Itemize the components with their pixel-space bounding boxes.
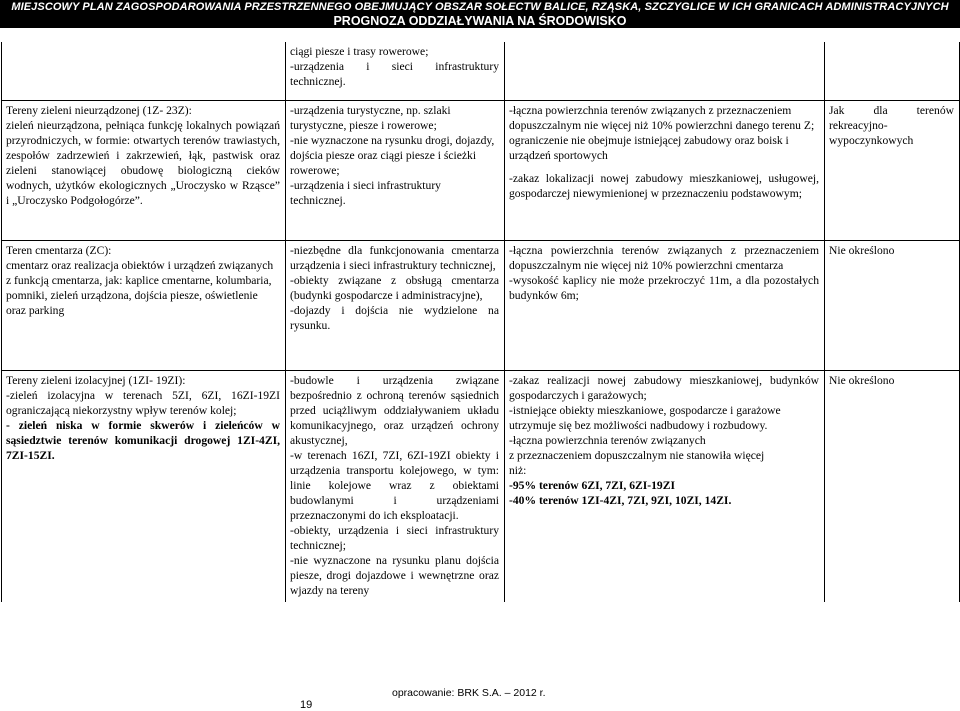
document-header: [0, 0, 960, 28]
table-cell: [505, 42, 825, 100]
table-row: [2, 240, 960, 370]
table-cell: [825, 240, 960, 370]
cell-text: -niezbędne dla funkcjonowania cmentarza urządzenia i sieci infrastruktury technicznej,: [290, 243, 499, 272]
cell-text: -zakaz realizacji nowej zabudowy mieszkaniowej, budynków gospodarczych i garażowych;: [509, 373, 819, 402]
cell-text: -łączna powierzchnia terenów związanych z przeznaczeniem dopuszczalnym nie więcej niż 10% powierzchni danego terenu Z; ograniczenie nie obejmuje istniejącej zabudowy oraz boisk i urządzeń sportowych: [509, 103, 815, 162]
cell-text: Nie określono: [829, 243, 895, 257]
table-row: [2, 100, 960, 240]
header-title: MIEJSCOWY PLAN ZAGOSPODAROWANIA PRZESTRZENNEGO OBEJMUJĄCY OBSZAR SOŁECTW BALICE, RZĄSKA, SZCZYGLICE W ICH GRANICACH ADMINISTRACYJNYCH: [11, 1, 949, 13]
cell-text: -dojazdy i dojścia nie wydzielone na rysunku.: [290, 303, 499, 332]
cell-text: -urządzenia i sieci infrastruktury technicznej.: [290, 178, 441, 207]
footer-credit: opracowanie: BRK S.A. – 2012 r.: [392, 687, 546, 699]
cell-text: -istniejące obiekty mieszkaniowe, gospodarcze i garażowe utrzymuje się bez możliwości nadbudowy i rozbudowy.: [509, 403, 781, 432]
table-cell: [825, 42, 960, 100]
cell-text: cmentarz oraz realizacja obiektów i urządzeń związanych z funkcją cmentarza, jak: kaplice cmentarne, kolumbaria, pomniki, zieleń urządzona, dojścia piesze, oświetlenie oraz parking: [6, 258, 274, 317]
cell-text: -40% terenów 1ZI-4ZI, 7ZI, 9ZI, 10ZI, 14ZI.: [509, 493, 732, 507]
table-cell: [2, 100, 286, 240]
cell-text: -obiekty związane z obsługą cmentarza (budynki gospodarcze i administracyjne),: [290, 273, 499, 302]
cell-text: z przeznaczeniem dopuszczalnym nie stanowiła więcej: [509, 448, 765, 462]
table-cell: [286, 100, 505, 240]
cell-text: -wysokość kaplicy nie może przekroczyć 11m, a dla pozostałych budynków 6m;: [509, 273, 819, 302]
table-cell: [2, 240, 286, 370]
table-row: [2, 42, 960, 100]
header-subtitle: PROGNOZA ODDZIAŁYWANIA NA ŚRODOWISKO: [333, 14, 627, 28]
cell-text: -zakaz lokalizacji nowej zabudowy mieszkaniowej, usługowej, gospodarczej niewymienionej w przeznaczeniu podstawowym;: [509, 171, 819, 200]
table-cell: [825, 100, 960, 240]
cell-text: zieleń nieurządzona, pełniąca funkcję lokalnych powiązań przyrodniczych, w formie: otwartych terenów trawiastych, zespołów zadrzewień i zakrzewień, łąk, pastwisk oraz zieleni stanowiącej obudowę biologiczną cieków wodnych, użytków ekologicznych „Uroczysko w Rząsce” i „Uroczysko Podgołogórze”.: [6, 118, 280, 207]
cell-text: -nie wyznaczone na rysunku drogi, dojazdy, dojścia piesze oraz ciągi piesze i ścieżki rowerowe;: [290, 133, 495, 177]
cell-text: -95% terenów 6ZI, 7ZI, 6ZI-19ZI: [509, 478, 675, 492]
cell-text: -zieleń izolacyjna w terenach 5ZI, 6ZI, 16ZI-19ZI ograniczającą niekorzystny wpływ terenów kolej;: [6, 388, 280, 417]
table-cell: [2, 42, 286, 100]
table-cell: [2, 370, 286, 602]
cell-text: -urządzenia i sieci infrastruktury technicznej.: [290, 60, 499, 88]
cell-heading: Teren cmentarza (ZC):: [6, 243, 112, 257]
cell-text: -w terenach 16ZI, 7ZI, 6ZI-19ZI obiekty i urządzenia transportu kolejowego, w tym: linie kolejowe wraz z obiektami budowlanymi i urządzeniami przeznaczonymi do ich eksploatacji.: [290, 448, 499, 522]
table-cell: [286, 370, 505, 602]
cell-text: -urządzenia turystyczne, np. szlaki turystyczne, piesze i rowerowe;: [290, 103, 451, 132]
cell-text: -obiekty, urządzenia i sieci infrastruktury technicznej;: [290, 523, 499, 552]
cell-text: -łączna powierzchnia terenów związanych z przeznaczeniem dopuszczalnym nie więcej niż 10% powierzchni cmentarza: [509, 243, 819, 272]
cell-text: -łączna powierzchnia terenów związanych: [509, 433, 706, 447]
table-cell: [825, 370, 960, 602]
cell-heading: Tereny zieleni izolacyjnej (1ZI- 19ZI):: [6, 373, 186, 387]
table-cell: [505, 240, 825, 370]
page-number: 19: [300, 699, 313, 711]
table-cell: [505, 100, 825, 240]
cell-text: -budowle i urządzenia związane bezpośrednio z ochroną terenów sąsiednich przed uciążliwym oddziaływaniem układu komunikacyjnego, oraz urządzeń ochrony akustycznej,: [290, 373, 499, 447]
table-row: [2, 370, 960, 602]
table-cell: [286, 240, 505, 370]
regulations-table: [1, 42, 960, 602]
cell-text: -nie wyznaczone na rysunku planu dojścia piesze, drogi dojazdowe i wewnętrzne oraz wjazdy na tereny: [290, 553, 499, 597]
table-cell: [505, 370, 825, 602]
cell-text: ciągi piesze i trasy rowerowe;: [290, 45, 429, 58]
cell-text: Nie określono: [829, 373, 895, 387]
cell-text: - zieleń niska w formie skwerów i zieleńców w sąsiedztwie terenów komunikacji drogowej 1ZI-4ZI, 7ZI-15ZI.: [6, 418, 280, 462]
cell-text: Jak dla terenów rekreacyjno-wypoczynkowych: [829, 103, 954, 147]
table-cell: [286, 42, 505, 100]
cell-heading: Tereny zieleni nieurządzonej (1Z- 23Z):: [6, 103, 192, 117]
cell-text: niż:: [509, 463, 527, 477]
